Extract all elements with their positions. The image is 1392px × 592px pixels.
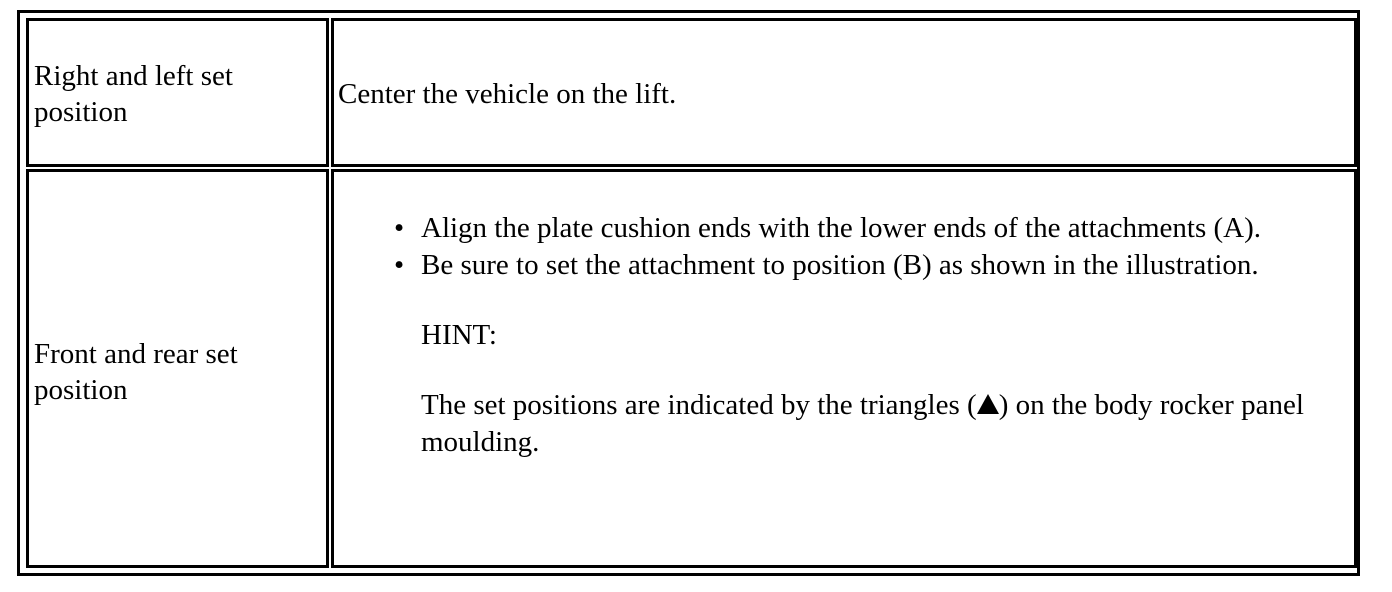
row-content-text: Center the vehicle on the lift.: [338, 78, 677, 110]
row-content-cell: [331, 169, 1357, 568]
bullet-icon: •: [394, 212, 405, 244]
list-item: [334, 210, 1354, 247]
triangle-icon: [977, 394, 999, 414]
row-content-cell: [331, 18, 1357, 167]
row-label-cell: [26, 18, 329, 167]
list-item-text: Align the plate cushion ends with the lower ends of the attachments (A).: [421, 212, 1261, 244]
row-label: Right and left set position: [34, 60, 233, 128]
row-label-cell: [26, 169, 329, 568]
row-label: Front and rear set position: [34, 338, 238, 406]
hint-text-end: ) on the body rocker panel moulding.: [421, 389, 1304, 458]
hint-text-start: The set positions are indicated by the triangles (: [421, 389, 977, 421]
procedure-table: [17, 10, 1360, 576]
list-item: [334, 247, 1354, 284]
bullet-icon: •: [394, 249, 405, 281]
instruction-list: [334, 210, 1354, 284]
list-item-text: Be sure to set the attachment to position (B) as shown in the illustration.: [421, 249, 1259, 281]
hint-text: [421, 387, 1334, 461]
hint-label: HINT:: [421, 319, 497, 351]
